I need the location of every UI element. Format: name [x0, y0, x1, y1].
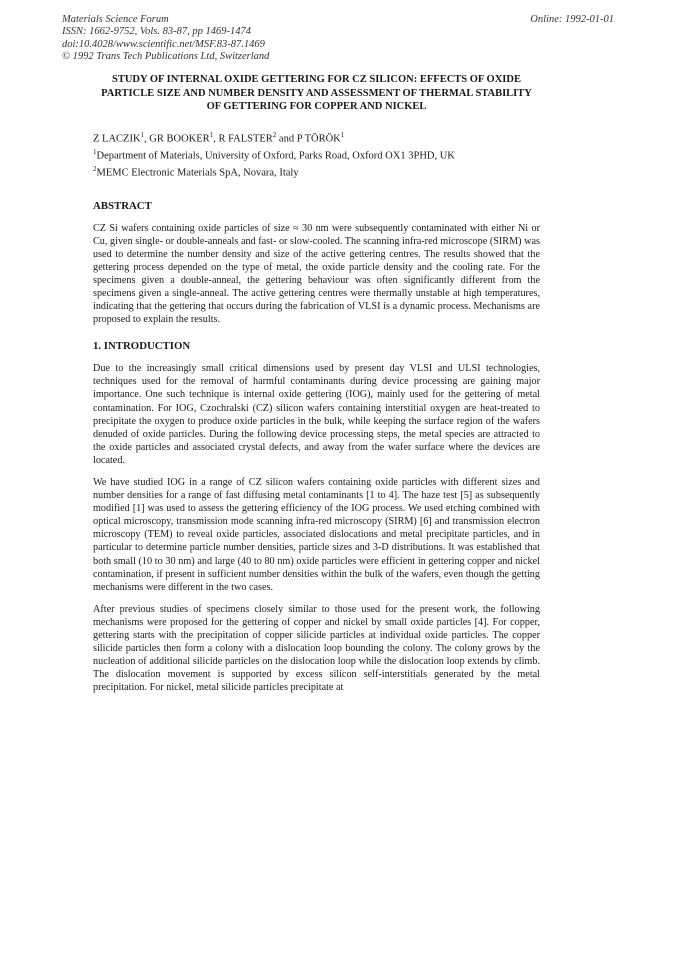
body-paragraph: Due to the increasingly small critical dimensions used by present day VLSI and ULSI technologies, techniques used for the removal of harmful contaminants during device processing are gaining major importance. One such technique is internal oxide gettering (IOG), mainly used for the gettering of metal contamination. For IOG, Czochralski (CZ) silicon wafers containing interstitial oxygen are heat-treated to precipitate the oxygen to produce oxide particles in the bulk, while keeping the surface region of the wafers denuded of oxide particles. During the following device processing steps, the metal species are attracted to the oxide particles and associated crystal defects, and away from the wafer surface where the devices are located.	[93, 363, 540, 466]
author-affil-mark: 2	[272, 130, 277, 139]
author-affil-mark: 1	[340, 130, 345, 139]
author-separator: ,	[213, 133, 219, 145]
author-separator: and	[276, 133, 297, 145]
affiliation-text: MEMC Electronic Materials SpA, Novara, Italy	[96, 167, 299, 179]
author-name: Z LACZIK	[93, 133, 141, 145]
copyright-line: © 1992 Trans Tech Publications Ltd, Switzerland	[62, 51, 270, 63]
affiliation-text: Department of Materials, University of Oxford, Parks Road, Oxford OX1 3PHD, UK	[96, 150, 455, 162]
abstract-paragraph: CZ Si wafers containing oxide particles of size ≈ 30 nm were subsequently contaminated with either Ni or Cu, given single- or double-anneals and fast- or slow-cooled. The scanning infra-red microscope (SIRM) was used to determine the number density and size of the active gettering centres. The results showed that the gettering process depended on the type of metal, the oxide particle density and the cooling rate. For the specimens given a double-anneal, the gettering behaviour was often significantly different from the specimens given a single-anneal. The active gettering centres were thermally unstable at high temperatures, indicating that the gettering that occurs during the fabrication of VLSI is a dynamic process. Mechanisms are proposed to explain the results.	[93, 222, 540, 326]
paper-body	[93, 73, 540, 704]
author-separator: ,	[144, 133, 150, 145]
paper-title: STUDY OF INTERNAL OXIDE GETTERING FOR CZ SILICON: EFFECTS OF OXIDE PARTICLE SIZE AND NUMBER DENSITY AND ASSESSMENT OF THERMAL STABILITY OF GETTERING FOR COPPER AND NICKEL	[101, 74, 532, 113]
issn-line: ISSN: 1662-9752, Vols. 83-87, pp 1469-1474	[62, 26, 251, 38]
journal-header	[62, 14, 269, 64]
section-heading-introduction: 1. INTRODUCTION	[93, 340, 191, 353]
section-heading-abstract: ABSTRACT	[93, 199, 152, 212]
author-affil-mark: 1	[140, 130, 145, 139]
author-name: P TÖRÖK	[296, 133, 341, 145]
affiliation-mark: 1	[93, 147, 97, 156]
author-affil-mark: 1	[209, 130, 214, 139]
doi-line: doi:10.4028/www.scientific.net/MSF.83-87.1469	[62, 38, 265, 50]
affiliation	[93, 146, 540, 163]
body-paragraph: After previous studies of specimens closely similar to those used for the present work, the following mechanisms were proposed for the gettering of copper and nickel by small oxide particles [4]. For copper, gettering starts with the precipitation of copper silicide particles at individual oxide particles. The copper silicide particles then form a colony with a dislocation loop bounding the colony. The colony grows by the nucleation of additional silicide particles on the dislocation loop while the dislocation loop extends by climb. The dislocation movement is supported by excess silicon self-interstitials generated by the metal precipitation. For nickel, metal silicide particles precipitate at	[93, 603, 540, 694]
affiliation	[93, 163, 540, 180]
author-list	[93, 129, 540, 146]
body-paragraph: We have studied IOG in a range of CZ silicon wafers containing oxide particles with different sizes and number densities for a range of fast diffusing metal contaminants [1 to 4]. The haze test [5] as subsequently modified [1] was used to assess the gettering efficiency of the IOG process. We used etching combined with optical microscopy, transmission mode scanning infra-red microscopy (SIRM) [6] and transmission electron microscopy (TEM) to reveal oxide particles, associated dislocations and metal precipitate particles, and in particular to determine particle number densities, particle sizes and 3-D distributions. It was established that both small (10 to 30 nm) and large (40 to 80 nm) oxide particles were efficient in gettering copper and nickel contamination, if present in sufficient number densities within the bulk of the wafers, even though the getting mechanisms were different in the two cases.	[93, 477, 540, 593]
author-name: R FALSTER	[218, 133, 273, 145]
journal-name: Materials Science Forum	[62, 14, 169, 25]
affiliation-mark: 2	[93, 164, 97, 173]
author-name: GR BOOKER	[149, 133, 210, 145]
online-date: Online: 1992-01-01	[530, 14, 614, 25]
